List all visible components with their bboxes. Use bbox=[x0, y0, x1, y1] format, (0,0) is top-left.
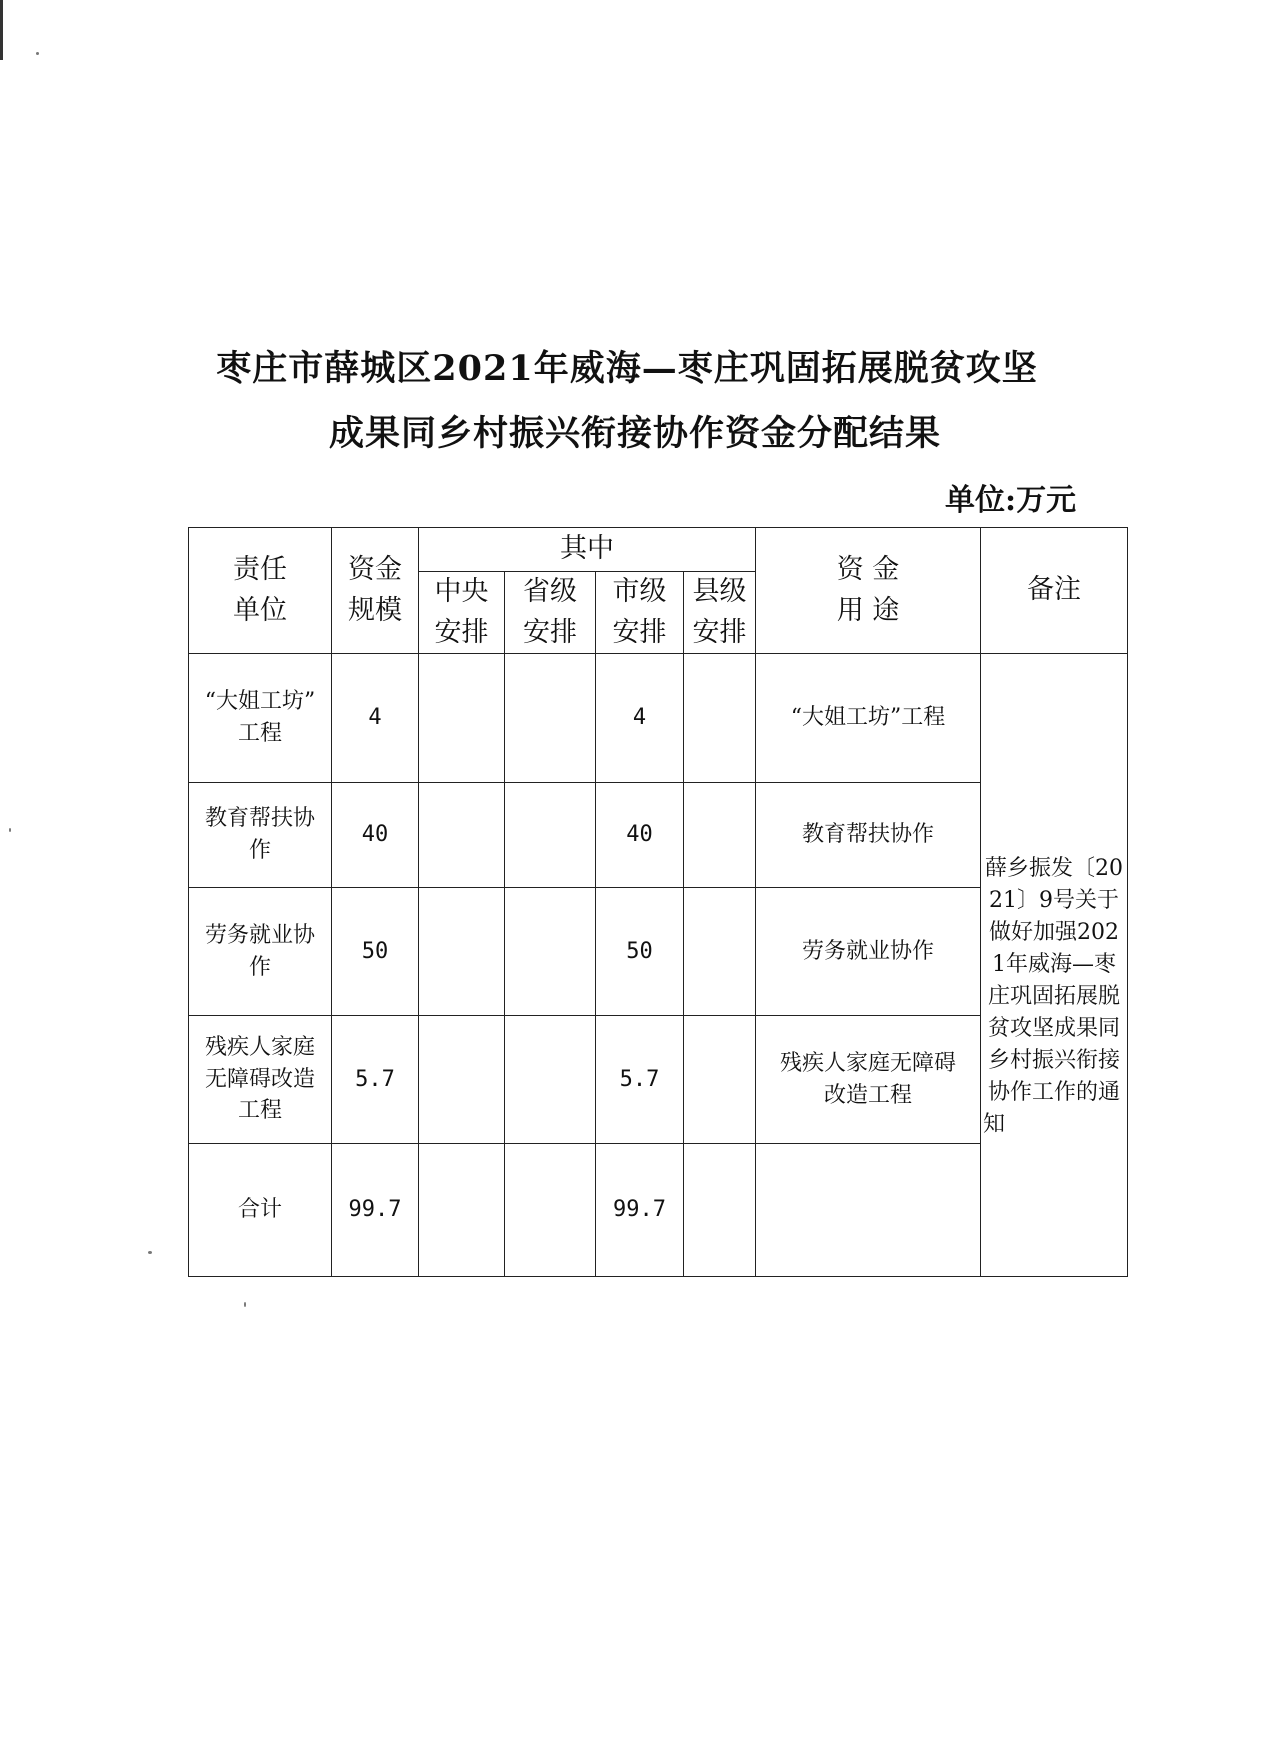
cell-provincial bbox=[505, 1016, 596, 1144]
cell-city: 50 bbox=[596, 888, 684, 1016]
cell-usage: “大姐工坊”工程 bbox=[756, 654, 981, 783]
cell-scale: 40 bbox=[332, 783, 419, 888]
scan-edge-mark bbox=[0, 0, 3, 60]
scan-speck bbox=[36, 52, 39, 55]
cell-usage: 劳务就业协作 bbox=[756, 888, 981, 1016]
cell-usage: 教育帮扶协作 bbox=[756, 783, 981, 888]
cell-unit: 劳务就业协 作 bbox=[189, 888, 332, 1016]
cell-county bbox=[684, 1016, 756, 1144]
cell-city: 5.7 bbox=[596, 1016, 684, 1144]
header-remark: 备注 bbox=[981, 528, 1128, 654]
cell-county bbox=[684, 888, 756, 1016]
cell-city: 99.7 bbox=[596, 1144, 684, 1277]
cell-central bbox=[419, 1144, 505, 1277]
cell-unit: 残疾人家庭 无障碍改造 工程 bbox=[189, 1016, 332, 1144]
header-responsible-unit: 责任 单位 bbox=[189, 528, 332, 654]
cell-city: 40 bbox=[596, 783, 684, 888]
cell-scale: 50 bbox=[332, 888, 419, 1016]
cell-central bbox=[419, 654, 505, 783]
scan-speck bbox=[148, 1251, 152, 1254]
unit-label: 单位:万元 bbox=[945, 483, 1077, 518]
cell-provincial bbox=[505, 654, 596, 783]
cell-county bbox=[684, 1144, 756, 1277]
cell-unit: 教育帮扶协 作 bbox=[189, 783, 332, 888]
cell-remark: 薛乡振发〔2021〕9号关于做好加强2021年威海—枣庄巩固拓展脱贫攻坚成果同乡村振兴衔接协作工作的通知 bbox=[981, 654, 1128, 1277]
cell-unit: 合计 bbox=[189, 1144, 332, 1277]
header-fund-scale: 资金 规模 bbox=[332, 528, 419, 654]
cell-provincial bbox=[505, 783, 596, 888]
scan-speck bbox=[244, 1302, 246, 1307]
cell-provincial bbox=[505, 1144, 596, 1277]
cell-city: 4 bbox=[596, 654, 684, 783]
cell-scale: 99.7 bbox=[332, 1144, 419, 1277]
scan-speck bbox=[9, 828, 11, 832]
document-title-line-1: 枣庄市薛城区2021年威海—枣庄巩固拓展脱贫攻坚 bbox=[216, 348, 1038, 389]
header-central: 中央 安排 bbox=[419, 572, 505, 654]
cell-county bbox=[684, 783, 756, 888]
header-fund-usage: 资 金 用 途 bbox=[756, 528, 981, 654]
table-row bbox=[189, 654, 1128, 783]
document-title-line-2: 成果同乡村振兴衔接协作资金分配结果 bbox=[328, 413, 941, 454]
header-city: 市级 安排 bbox=[596, 572, 684, 654]
header-provincial: 省级 安排 bbox=[505, 572, 596, 654]
cell-county bbox=[684, 654, 756, 783]
cell-central bbox=[419, 888, 505, 1016]
cell-usage bbox=[756, 1144, 981, 1277]
cell-central bbox=[419, 1016, 505, 1144]
cell-unit: “大姐工坊” 工程 bbox=[189, 654, 332, 783]
cell-central bbox=[419, 783, 505, 888]
cell-scale: 5.7 bbox=[332, 1016, 419, 1144]
header-county: 县级 安排 bbox=[684, 572, 756, 654]
cell-usage: 残疾人家庭无障碍 改造工程 bbox=[756, 1016, 981, 1144]
cell-provincial bbox=[505, 888, 596, 1016]
header-of-which: 其中 bbox=[419, 528, 756, 572]
cell-scale: 4 bbox=[332, 654, 419, 783]
allocation-table bbox=[188, 527, 1128, 1277]
